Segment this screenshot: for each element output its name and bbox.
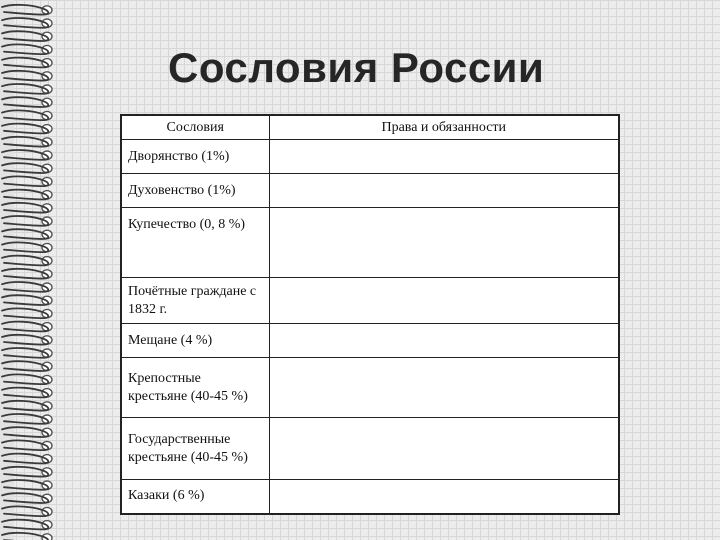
table-row: [121, 358, 619, 418]
table-row: [121, 174, 619, 208]
estate-cell: Почётные граждане с 1832 г.: [121, 278, 269, 324]
rights-cell: [269, 418, 619, 480]
estates-table: [120, 114, 620, 515]
table-row: [121, 418, 619, 480]
table-header-row: [121, 115, 619, 140]
estate-cell: Мещане (4 %): [121, 324, 269, 358]
estate-cell: Дворянство (1%): [121, 140, 269, 174]
page-title: Сословия России: [168, 44, 545, 91]
rights-cell: [269, 324, 619, 358]
estate-cell: Крепостные крестьяне (40-45 %): [121, 358, 269, 418]
rights-cell: [269, 278, 619, 324]
table-row: [121, 208, 619, 278]
rights-cell: [269, 480, 619, 514]
estate-cell: Государственные крестьяне (40-45 %): [121, 418, 269, 480]
table-row: [121, 278, 619, 324]
estate-cell: Купечество (0, 8 %): [121, 208, 269, 278]
rights-cell: [269, 140, 619, 174]
header-estates: Сословия: [121, 115, 269, 140]
table-row: [121, 140, 619, 174]
rights-cell: [269, 358, 619, 418]
table-row: [121, 480, 619, 514]
rights-cell: [269, 208, 619, 278]
spiral-binding: [0, 0, 60, 540]
estate-cell: Духовенство (1%): [121, 174, 269, 208]
table-row: [121, 324, 619, 358]
rights-cell: [269, 174, 619, 208]
estate-cell: Казаки (6 %): [121, 480, 269, 514]
header-rights: Права и обязанности: [269, 115, 619, 140]
